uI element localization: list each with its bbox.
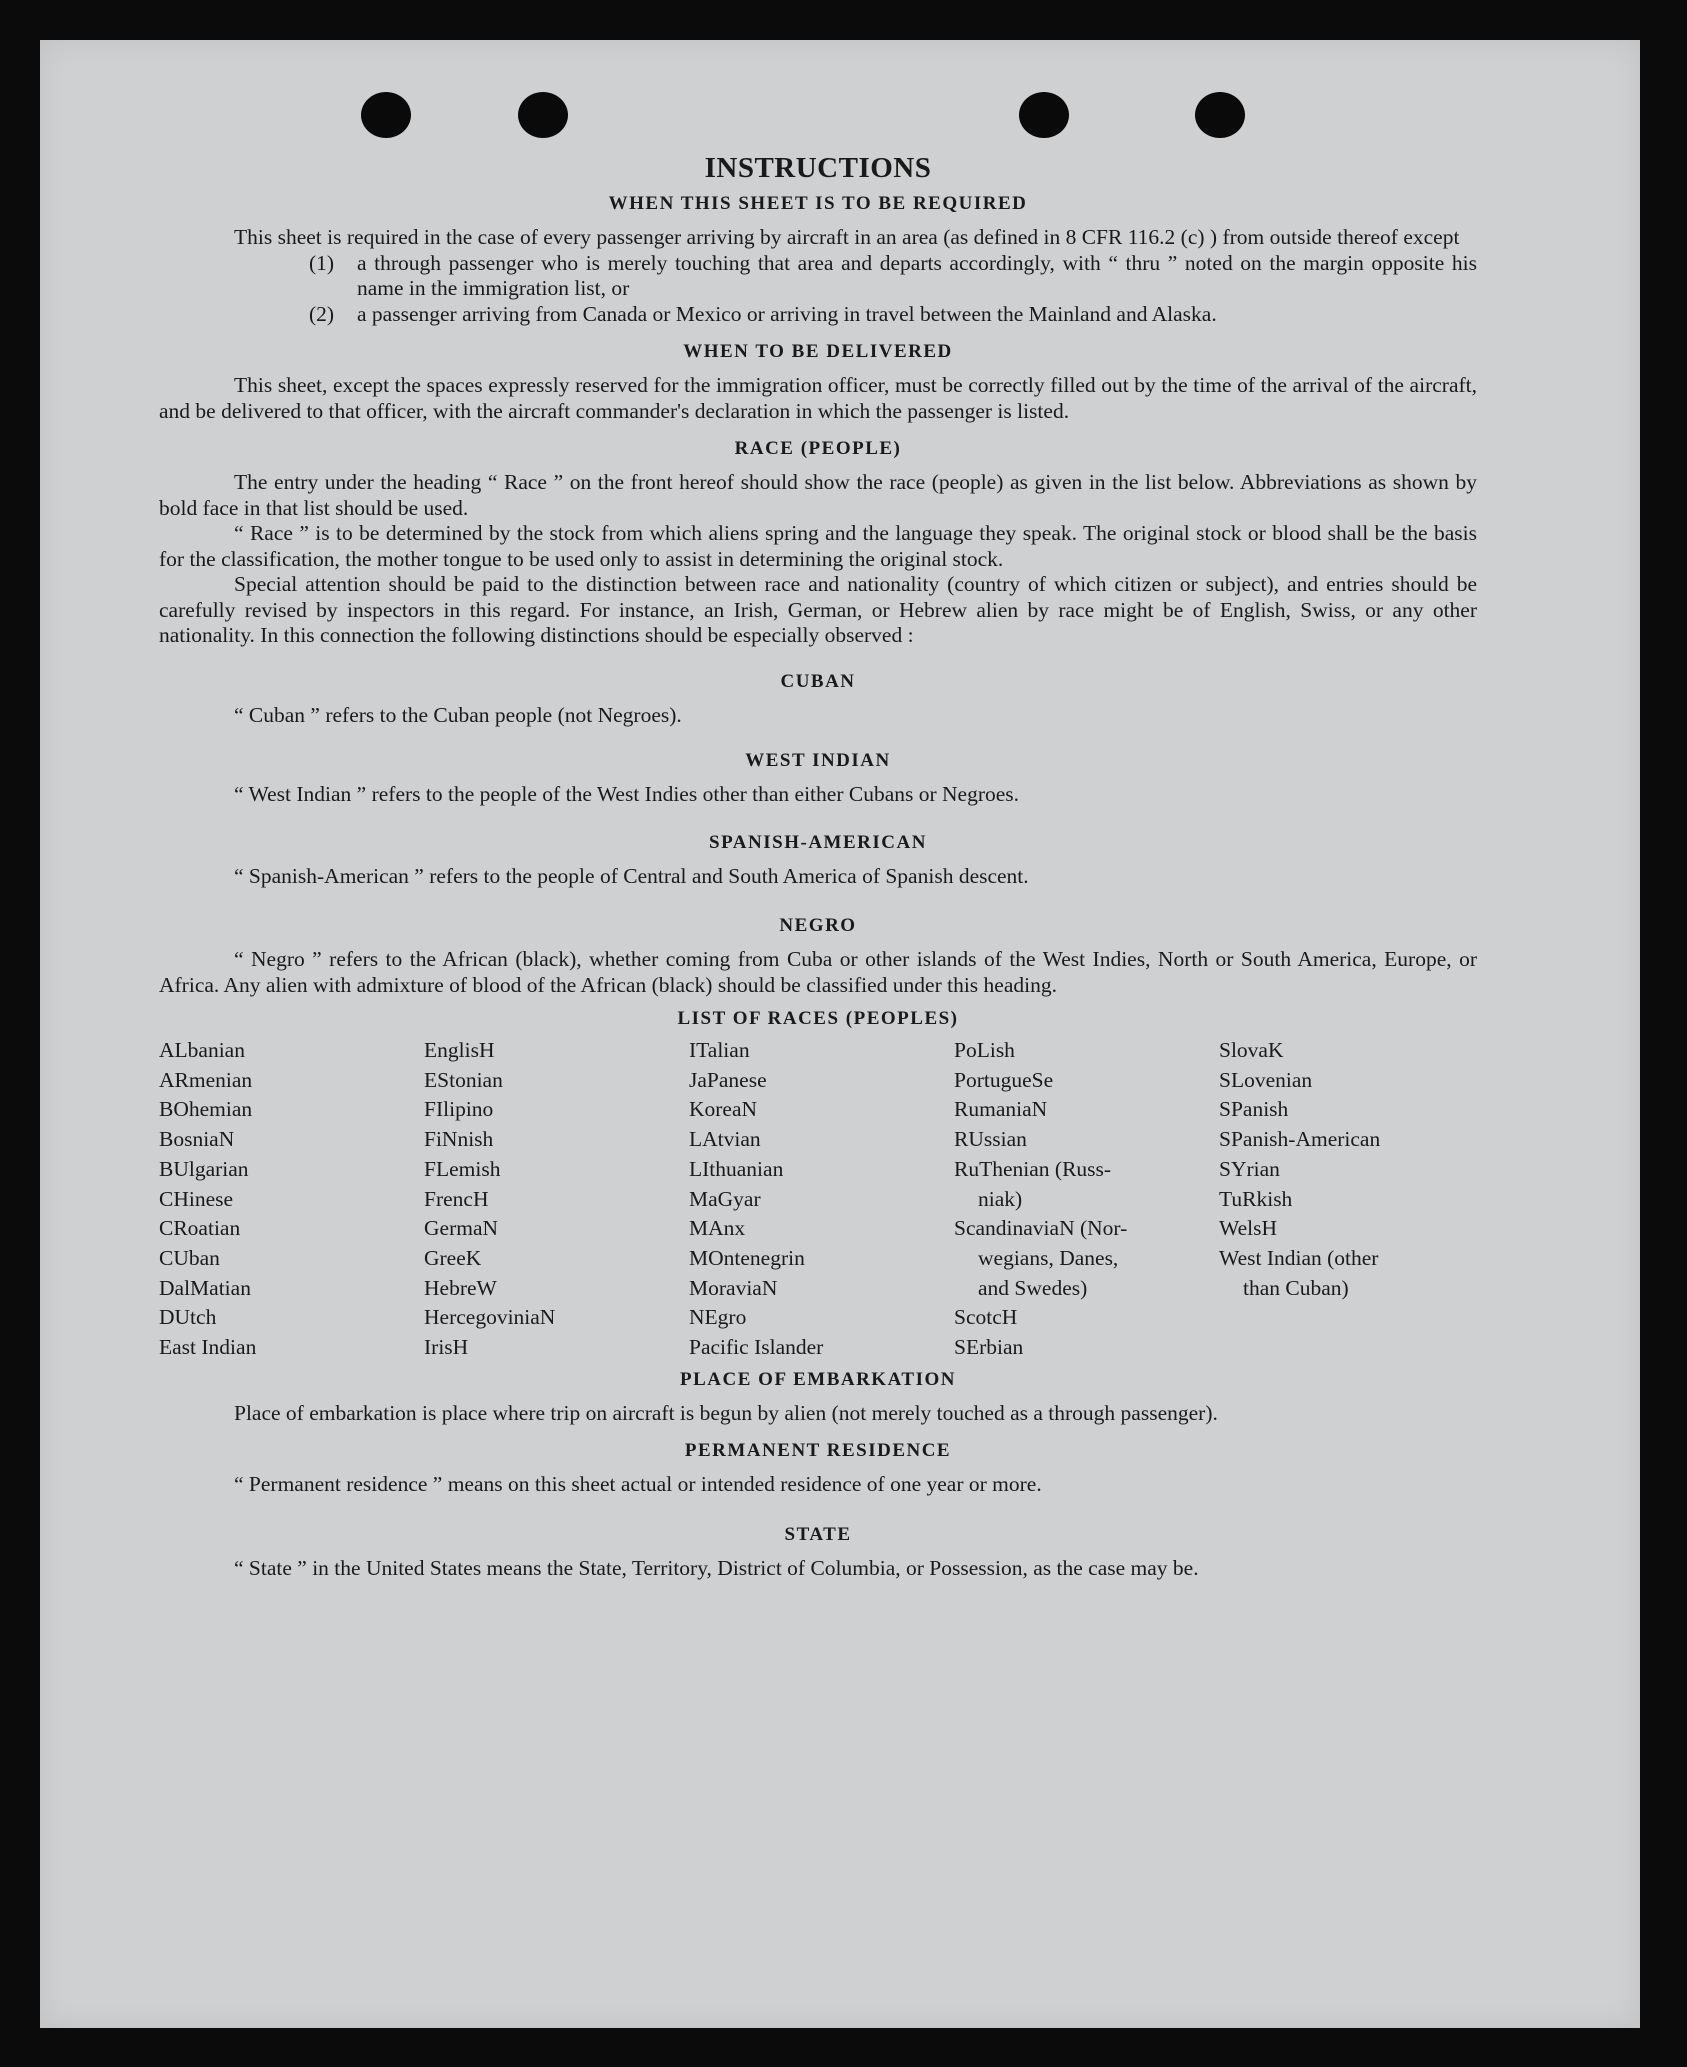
race-entry: SErbian (954, 1335, 1024, 1360)
race-entry: CHinese (159, 1186, 234, 1211)
race-entry: West Indian (other (1219, 1245, 1379, 1270)
para-cuban: “ Cuban ” refers to the Cuban people (not Negroes). (234, 702, 682, 727)
race-entry: SPanish-American (1219, 1127, 1381, 1152)
heading-when-required: WHEN THIS SHEET IS TO BE REQUIRED (608, 193, 1028, 214)
race-entry: FIlipino (424, 1097, 494, 1122)
punch-hole (518, 92, 568, 138)
race-entry: FLemish (424, 1156, 501, 1181)
races-list (159, 1036, 1477, 1363)
race-entry: JaPanese (689, 1067, 767, 1092)
heading-embarkation: PLACE OF EMBARKATION (680, 1368, 956, 1390)
race-entry: SYrian (1219, 1156, 1280, 1181)
race-entry: East Indian (159, 1335, 257, 1360)
race-entry: MoraviaN (689, 1275, 778, 1300)
heading-state: STATE (784, 1523, 852, 1545)
heading-cuban: CUBAN (780, 670, 856, 692)
race-entry: EnglisH (424, 1038, 495, 1062)
para-embarkation: Place of embarkation is place where trip on aircraft is begun by alien (not merely touched as a through passenger). (234, 1400, 1218, 1425)
race-entry: WelsH (1219, 1216, 1277, 1241)
race-entry: TuRkish (1219, 1186, 1293, 1211)
heading-residence: PERMANENT RESIDENCE (684, 1440, 952, 1462)
race-entry: FrencH (424, 1186, 489, 1211)
race-entry: SPanish (1219, 1097, 1289, 1122)
race-entry: RUssian (954, 1127, 1027, 1152)
race-entry: KoreaN (689, 1097, 758, 1122)
race-entry: PoLish (954, 1038, 1015, 1062)
race-entry: ITalian (689, 1038, 750, 1062)
race-entry: RumaniaN (954, 1097, 1048, 1122)
race-entry: GreeK (424, 1245, 482, 1270)
punch-hole (1195, 92, 1245, 138)
race-entry: MOntenegrin (689, 1245, 805, 1270)
race-entry: GermaN (424, 1216, 499, 1241)
heading-race: RACE (PEOPLE) (734, 438, 902, 459)
race-entry-continued: and Swedes) (978, 1275, 1088, 1300)
race-entry-continued: than Cuban) (1243, 1275, 1349, 1300)
race-entry: BOhemian (159, 1097, 253, 1122)
races-column (954, 1036, 1219, 1363)
race-entry: NEgro (689, 1305, 747, 1330)
heading-west-indian: WEST INDIAN (745, 750, 891, 771)
para-residence: “ Permanent residence ” means on this sheet actual or intended residence of one year or more. (234, 1472, 1042, 1497)
para-when-required: This sheet is required in the case of every passenger arriving by aircraft in an area (as defined in 8 CFR 116.2 (c) ) from outside thereof except (234, 225, 1460, 249)
race-entry: MaGyar (689, 1186, 761, 1211)
race-entry: SlovaK (1219, 1038, 1284, 1062)
race-entry-continued: wegians, Danes, (978, 1245, 1119, 1270)
heading-list-of-races: LIST OF RACES (PEOPLES) (677, 1008, 959, 1029)
races-column (1219, 1036, 1439, 1363)
race-entry: ScandinaviaN (Nor- (954, 1216, 1128, 1241)
race-entry-continued: niak) (978, 1186, 1023, 1211)
exception-item (309, 302, 1477, 328)
punch-hole (361, 92, 411, 138)
race-entry: ScotcH (954, 1305, 1018, 1330)
race-entry: LIthuanian (689, 1156, 784, 1181)
race-entry: CUban (159, 1245, 220, 1270)
race-entry: DalMatian (159, 1275, 251, 1300)
race-entry: FiNnish (424, 1127, 494, 1152)
race-entry: DUtch (159, 1305, 217, 1330)
para-spanish-american: “ Spanish-American ” refers to the people of Central and South America of Spanish descent. (234, 863, 1029, 888)
race-entry: HercegoviniaN (424, 1305, 556, 1330)
heading-when-delivered: WHEN TO BE DELIVERED (683, 341, 953, 362)
race-entry: LAtvian (689, 1127, 761, 1152)
page-title: INSTRUCTIONS (704, 152, 932, 184)
race-entry: BUlgarian (159, 1156, 249, 1181)
punch-hole (1019, 92, 1069, 138)
para-race: The entry under the heading “ Race ” on the front hereof should show the race (people) as given in the list below. Abbreviations as shown by bold face in that list should be used. (159, 470, 1477, 520)
race-entry: ALbanian (159, 1038, 245, 1062)
exception-text: a through passenger who is merely touching that area and departs accordingly, with “ thru ” noted on the margin opposite his name in the immigration list, or (357, 250, 1477, 300)
race-entry: HebreW (424, 1275, 497, 1300)
para-when-delivered: This sheet, except the spaces expressly reserved for the immigration officer, must be correctly filled out by the time of the arrival of the aircraft, and be delivered to that officer, with the aircraft commander's declaration in which the passenger is listed. (159, 373, 1477, 423)
para-race: Special attention should be paid to the distinction between race and nationality (country of which citizen or subject), and entries should be carefully revised by inspectors in this regard. For instance, an Irish, German, or Hebrew alien by race might be of English, Swiss, or any other nationality. In this connection the following distinctions should be especially observed : (159, 572, 1477, 647)
heading-negro: NEGRO (779, 915, 857, 936)
race-entry: EStonian (424, 1067, 503, 1092)
race-entry: PortugueSe (954, 1067, 1054, 1092)
para-state: “ State ” in the United States means the State, Territory, District of Columbia, or Possession, as the case may be. (234, 1555, 1199, 1580)
exception-item (309, 251, 1477, 302)
exception-number: (2) (309, 301, 335, 326)
para-west-indian: “ West Indian ” refers to the people of the West Indies other than either Cubans or Negroes. (234, 782, 1020, 806)
para-negro: “ Negro ” refers to the African (black), whether coming from Cuba or other islands of the West Indies, North or South America, Europe, or Africa. Any alien with admixture of blood of the African (black) should be classified under this heading. (159, 947, 1477, 997)
race-entry: CRoatian (159, 1216, 241, 1241)
race-entry: Pacific Islander (689, 1335, 824, 1360)
para-race: “ Race ” is to be determined by the stock from which aliens spring and the language they speak. The original stock or blood shall be the basis for the classification, the mother tongue to be used only to assist in determining the original stock. (159, 521, 1477, 571)
exception-text: a passenger arriving from Canada or Mexico or arriving in travel between the Mainland and Alaska. (357, 301, 1217, 326)
races-column (689, 1036, 954, 1363)
race-entry: ARmenian (159, 1067, 253, 1092)
heading-spanish-american: SPANISH-AMERICAN (709, 831, 927, 853)
race-entry: IrisH (424, 1335, 469, 1360)
race-entry: MAnx (689, 1216, 746, 1241)
race-entry: BosniaN (159, 1127, 235, 1152)
exception-number: (1) (309, 250, 335, 275)
race-entry: SLovenian (1219, 1067, 1313, 1092)
instructions-content (159, 152, 1477, 1581)
race-entry: RuThenian (Russ- (954, 1156, 1112, 1181)
races-column (424, 1036, 689, 1363)
races-column (159, 1036, 424, 1363)
